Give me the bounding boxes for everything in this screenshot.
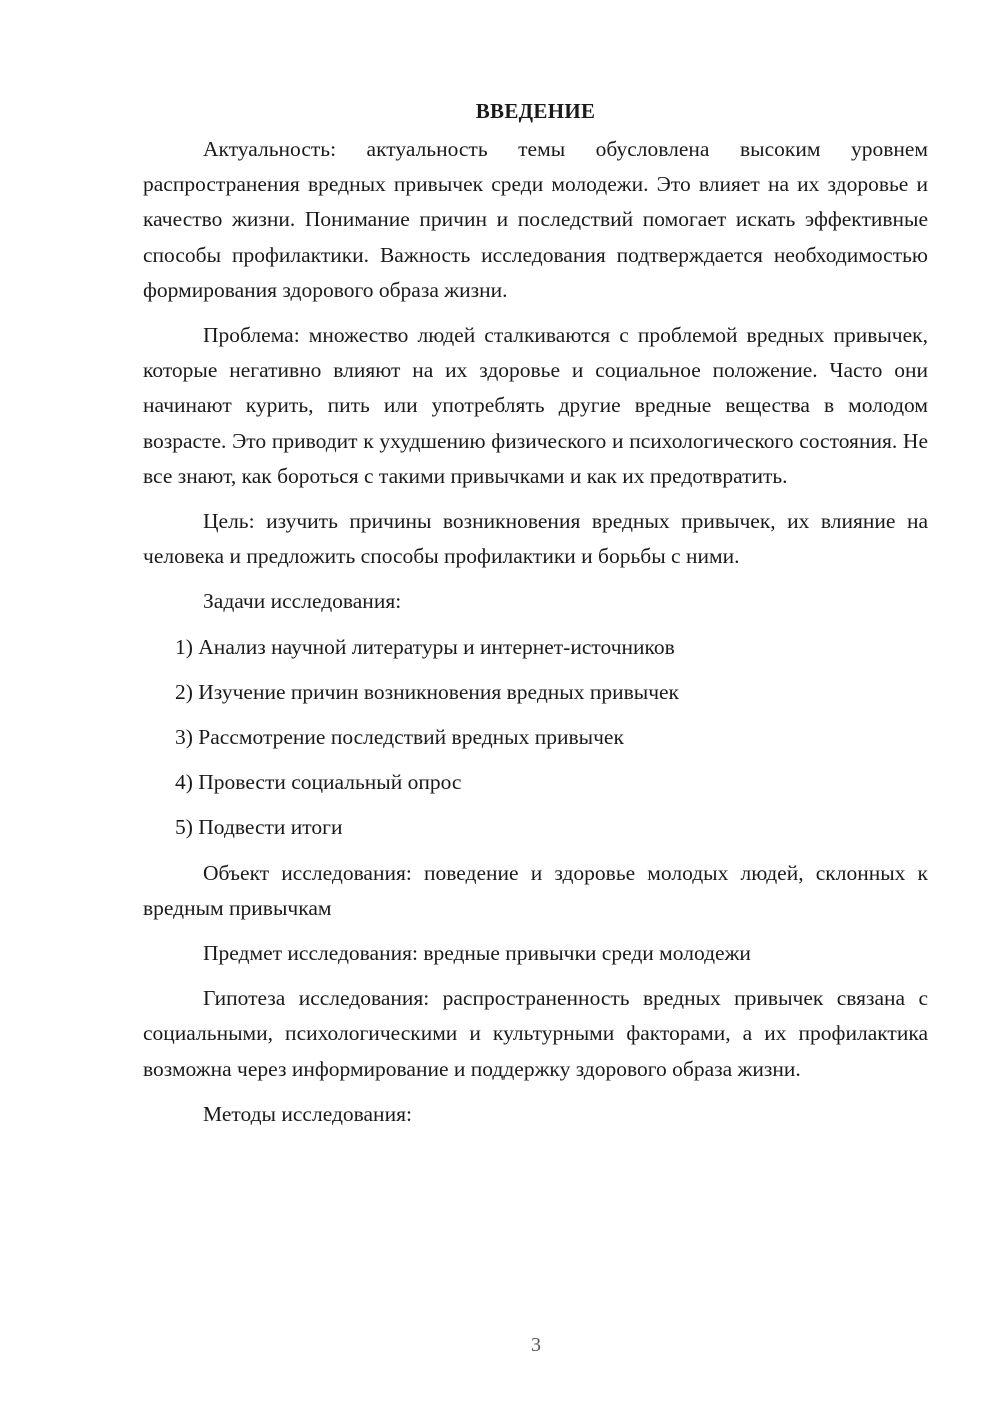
page-number: 3: [531, 1334, 541, 1356]
subject-paragraph: Предмет исследования: вредные привычки среди молодежи: [203, 941, 751, 966]
hypothesis-paragraph: Гипотеза исследования: распространенность вредных привычек связана с социальными, психологическими и культурными факторами, а их профилактика возможна через информирование и поддержку здорового образа жизни.: [143, 986, 928, 1081]
methods-title: Методы исследования:: [203, 1101, 412, 1126]
list-item: 1) Анализ научной литературы и интернет-источников: [175, 634, 675, 659]
tasks-title: Задачи исследования:: [203, 589, 402, 614]
list-item: 5) Подвести итоги: [175, 815, 343, 840]
section-heading: ВВЕДЕНИЕ: [475, 99, 596, 123]
tasks-list: [143, 630, 928, 846]
list-item: 2) Изучение причин возникновения вредных привычек: [175, 679, 679, 704]
object-paragraph: Объект исследования: поведение и здоровье молодых людей, склонных к вредным привычкам: [143, 860, 928, 920]
relevance-paragraph: Актуальность: актуальность темы обусловлена высоким уровнем распространения вредных привычек среди молодежи. Это влияет на их здоровье и качество жизни. Понимание причин и последствий помогает искать эффективные способы профилактики. Важность исследования подтверждается необходимостью формирования здорового образа жизни.: [143, 137, 928, 302]
list-item: 3) Рассмотрение последствий вредных привычек: [175, 725, 624, 750]
list-item: 4) Провести социальный опрос: [175, 770, 462, 795]
goal-paragraph: Цель: изучить причины возникновения вредных привычек, их влияние на человека и предложить способы профилактики и борьбы с ними.: [143, 509, 928, 569]
problem-paragraph: Проблема: множество людей сталкиваются с проблемой вредных привычек, которые негативно влияют на их здоровье и социальное положение. Часто они начинают курить, пить или употреблять другие вредные вещества в молодом возрасте. Это приводит к ухудшению физического и психологического состояния. Не все знают, как бороться с такими привычками и как их предотвратить.: [143, 323, 928, 488]
document-page: [143, 96, 928, 1142]
